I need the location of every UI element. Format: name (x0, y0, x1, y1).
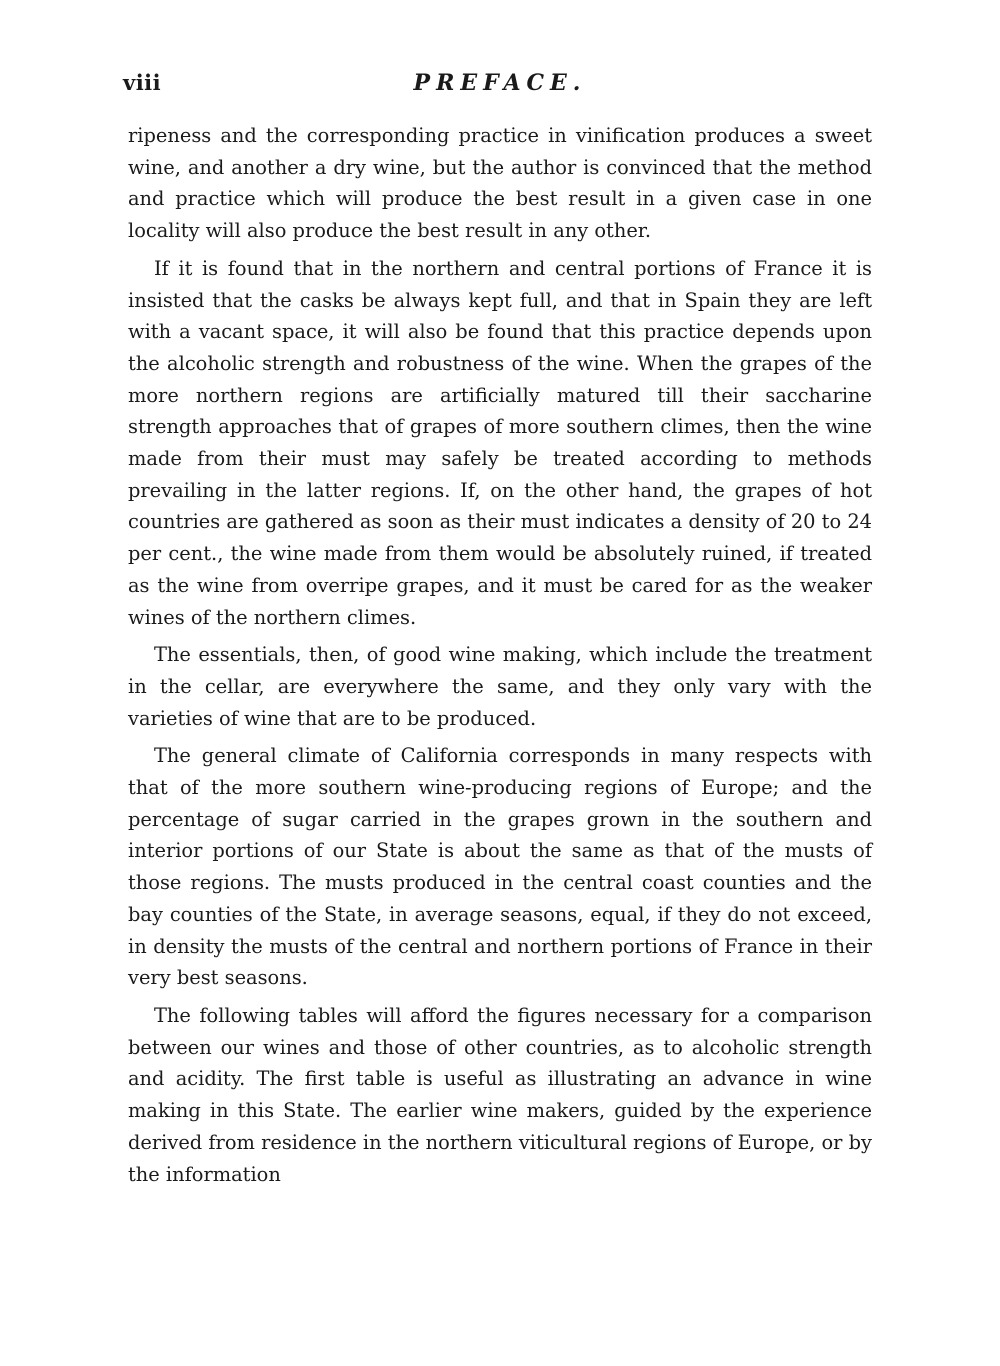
paragraph-tables: The following tables will afford the figures necessary for a comparison between our wines and those of other countries, as to alcoholic strength and acidity. The first table is useful as illustrating an advance in wine making in this State. The earlier wine makers, guided by the experience derived from residence in the northern viticultural regions of Europe, or by the information (128, 1003, 872, 1186)
paragraph-casks: If it is found that in the northern and central portions of France it is insisted that the casks be always kept full, and that in Spain they are left with a vacant space, it will also be found that this practice depends upon the alcoholic strength and robustness of the wine. When the grapes of the more northern regions are artificially matured till their saccharine strength approaches that of grapes of more southern climes, then the wine made from their must may safely be treated according to methods prevailing in the latter regions. If, on the other hand, the grapes of hot countries are gathered as soon as their must indicates a density of 20 to 24 per cent., the wine made from them would be absolutely ruined, if treated as the wine from overripe grapes, and it must be cared for as the weaker wines of the northern climes. (128, 256, 872, 629)
paragraph-california-climate: The general climate of California corresponds in many respects with that of the more southern wine-producing regions of Europe; and the percentage of sugar carried in the grapes grown in the southern and interior portions of our State is about the same as that of the musts of those regions. The musts produced in the central coast counties and the bay counties of the State, in average seasons, equal, if they do not exceed, in density the musts of the central and northern portions of France in their very best seasons. (128, 744, 872, 990)
paragraph-essentials: The essentials, then, of good wine making, which include the treatment in the cellar, are everywhere the same, and they only vary with the varieties of wine that are to be produced. (128, 643, 872, 730)
running-head (120, 70, 880, 100)
page-number: viii (123, 70, 162, 95)
paragraph-continued: ripeness and the corresponding practice in vinification produces a sweet wine, and another a dry wine, but the author is convinced that the method and practice which will produce the best result in a given case in one locality will also produce the best result in any other. (128, 124, 872, 243)
running-title: PREFACE. (413, 70, 587, 96)
body-text (128, 120, 872, 1196)
